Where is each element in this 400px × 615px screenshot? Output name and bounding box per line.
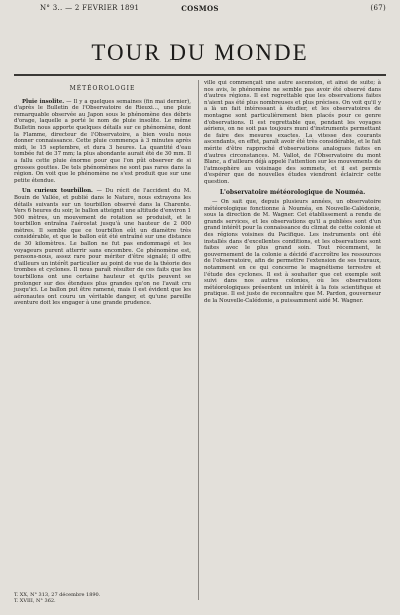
title-rule — [14, 74, 386, 76]
issue-date: N° 3.. — 2 FEVRIER 1891 — [40, 4, 140, 12]
article-curieux-tourbillon — [14, 188, 191, 307]
footnote: T. XVIII, N° 362. — [14, 598, 56, 604]
article-body: — Du récit de l'accident du M. Bouin de Vallée, et publié dans le Nature, nous extrayons les détails suivants sur un tourbillon observé dans la Charente. Vers 6 heures du soir, le ballon atteignit une altitude d'environ 1 500 mètres, un mouvement de rotation se produisit, et le tourbillon entraîna l'aérostat jusqu'à une hauteur de 2 000 mètres. Il semble que ce tourbillon eût un diamètre très considérable, et que le ballon eût été entraîné sur une distance de 30 kilomètres. Le ballon ne fut pas endommagé et les voyageurs purent atterrir sans encombre. Ce phénomène est, pensons-nous, assez rare pour mériter d'être signalé; il offre d'ailleurs un intérêt particulier au point de vue de la théorie des trombes et cyclones. Il nous paraît résulter de ces faits que les tourbillons ont une certaine hauteur et qu'ils peuvent se prolonger sur des étendues plus grandes qu'on ne l'avait cru jusqu'ici. Le ballon put être ramené, mais il est évident que les aéronautes ont couru un véritable danger, et qu'une pareille aventure doit les engager à une grande prudence. — [14, 188, 191, 307]
article-lead: Un curieux tourbillon. — [22, 188, 93, 195]
running-head — [0, 4, 400, 16]
left-column — [14, 80, 191, 311]
footnotes — [14, 592, 100, 604]
footnote: T. XX, N° 313, 27 décembre 1890. — [14, 592, 101, 598]
article-continuation — [204, 80, 381, 186]
article-pluie-insolite — [14, 99, 191, 185]
article-body: — On sait que, depuis plusieurs années, un observatoire météorologique fonctionne à Nouméa, en Nouvelle-Calédonie, sous la direction de M. Wagner. Cet établissement a rendu de grands services, et les observations qu'il a publiées sont d'un grand intérêt pour la connaissance du climat de cette colonie et des régions voisines du Pacifique. Les instruments ont été installés dans d'excellentes conditions, et les observations sont faites avec le plus grand soin. Tout récemment, le gouvernement de la colonie a décidé d'accroître les ressources de l'observatoire, afin de permettre l'extension de ses travaux, notamment en ce qui concerne le magnétisme terrestre et l'étude des cyclones. Il est à souhaiter que cet exemple soit suivi dans nos autres colonies, où les observations météorologiques présentent un intérêt à la fois scientifique et pratique. Il est juste de reconnaître que M. Pardon, gouverneur de la Nouvelle-Calédonie, a puissamment aidé M. Wagner. — [204, 199, 381, 304]
section-heading: MÉTÉOROLOGIE — [69, 85, 136, 92]
article-body: ville qui commençait une autre ascension, et ainsi de suite; à nos avis, le phénomène ne semble pas avoir été observé dans d'autres régions. Il est regrettable que les observations faites n'aient pas été plus nombreuses et plus précises. On voit qu'il y a là un fait intéressant à étudier, et les observatoires de montagne sont particulièrement bien placés pour ce genre d'observations. Il est regrettable que, pendant les voyages aériens, on ne soit pas toujours muni d'instruments permettant de faire des mesures exactes. La vitesse des courants ascendants, en effet, paraît avoir été très considérable, et le fait mérite d'être rapproché d'observations analogues faites en d'autres circonstances. M. Vallot, de l'Observatoire du mont Blanc, a d'ailleurs déjà appelé l'attention sur les mouvements de l'atmosphère au voisinage des sommets, et il est permis d'espérer que de nouvelles études viendront éclaircir cette question. — [204, 80, 381, 185]
column-divider — [198, 80, 199, 600]
article-body: — Il y a quelques semaines (fin mai dernier), d'après le Bulletin de l'Observatoire de Rieuxi..., une pluie remarquable observée au Japon sous le phénomène des débris d'orage, laquelle a porté le nom de pluie insolite. Le même Bulletin nous apporte quelques détails sur ce phénomène, dont la Flamme, directeur de l'Observatoire, a bien voulu nous donner connaissance. Cette pluie commença à 3 minutes après midi, le 15 septembre, et dura 3 heures. La quantité d'eau tombée fut de 37 mm; la plus abondante aurait été de 30 mm. Il a fallu cette pluie énorme pour que l'on pût observer de si grosses gouttes. De tels phénomènes ne sont pas rares dans la région. On voit que le phénomène ne s'est produit que sur une petite étendue. — [14, 98, 191, 184]
article-subheading: L'observatoire météorologique de Nouméa. — [219, 188, 366, 196]
journal-name: COSMOS — [181, 4, 219, 13]
page-number: (67) — [370, 4, 386, 12]
article-noumea — [204, 199, 381, 305]
right-column — [204, 80, 381, 309]
article-lead: Pluie insolite. — [22, 98, 65, 105]
page-title: TOUR DU MONDE — [91, 40, 309, 65]
